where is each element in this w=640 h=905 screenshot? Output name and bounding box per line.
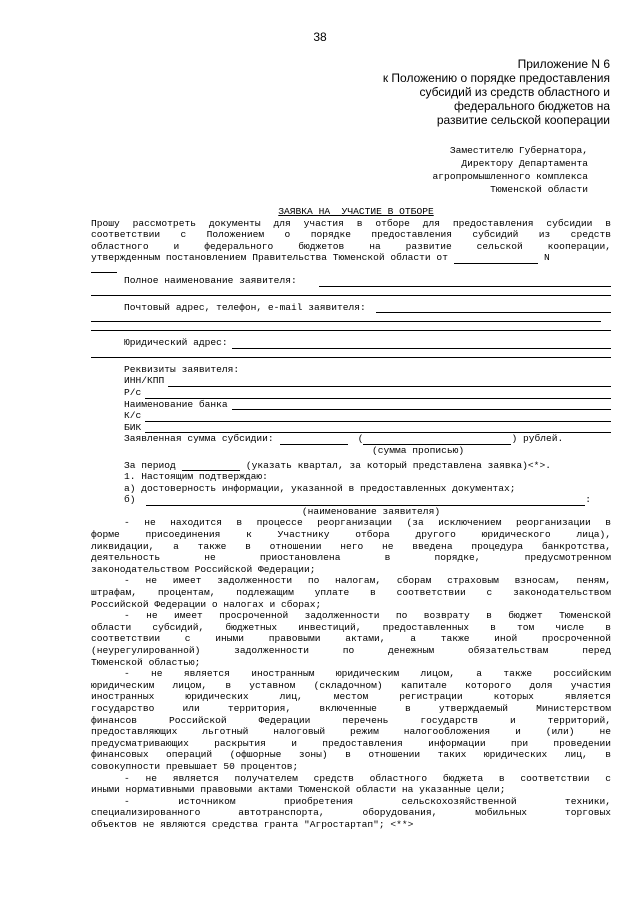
period-note: (указать квартал, за который представлена заявка)<*>. (245, 459, 551, 471)
application-body (91, 206, 611, 831)
rs-label: Р/с (124, 386, 142, 398)
condition-line: иностранных юридических лиц, местом регистрации которых является (91, 691, 611, 703)
condition-line: предусматривающих раскрытия и предоставления информации при проведении (91, 737, 611, 749)
ks-row (91, 410, 611, 422)
appendix-line: федерального бюджетов на (454, 99, 610, 113)
condition-item (91, 668, 611, 772)
amount-paren-open: ( (357, 433, 364, 445)
condition-line: - не находится в процессе реорганизации (за исключением реорганизации в (124, 517, 611, 529)
confirm-item-a: а) достоверность информации, указанной в предоставленных документах; (124, 482, 516, 494)
appendix-line: к Положению о порядке предоставления (382, 71, 610, 85)
condition-line: деятельность не приостановлена в порядке, предусмотренном (91, 552, 611, 564)
bik-row (91, 422, 611, 434)
condition-line: объектов не являются средства гранта "Агростартап"; <**> (91, 818, 414, 830)
postal-address-label: Почтовый адрес, телефон, e-mail заявителя: (124, 301, 366, 313)
legal-address-field[interactable] (232, 339, 611, 349)
period-row (91, 460, 611, 472)
rs-field[interactable] (145, 389, 611, 399)
condition-line: - не имеет просроченной задолженности по возврату в бюджет Тюменской (124, 610, 611, 622)
bank-name-field[interactable] (232, 400, 611, 410)
addressee-line: Тюменской области (490, 184, 588, 195)
confirm-item-b-label: б) (124, 494, 136, 506)
inn-kpp-field[interactable] (168, 377, 611, 387)
condition-line: - источником приобретения сельскохозяйственной техники, (124, 795, 611, 807)
intro-line: областного и федерального бюджетов на развитие сельской кооперации, (91, 240, 611, 252)
confirm-item-b-row (91, 494, 611, 506)
addressee-line: Директору Департамента (461, 158, 588, 169)
decree-number-label: N (543, 252, 550, 264)
bank-name-row (91, 399, 611, 411)
amount-words-caption: (сумма прописью) (372, 444, 465, 456)
condition-item (91, 773, 611, 796)
addressee-line: Заместителю Губернатора, (449, 145, 588, 156)
appendix-line: субсидий из средств областного и (419, 85, 610, 99)
condition-line: совокупности превышает 50 процентов; (91, 760, 299, 772)
document-title: ЗАЯВКА НА УЧАСТИЕ В ОТБОРЕ (278, 206, 434, 217)
requisites-heading: Реквизиты заявителя: (124, 363, 240, 375)
inn-kpp-label: ИНН/КПП (124, 375, 165, 387)
decree-date-blank[interactable] (454, 254, 538, 264)
legal-address-field-cont[interactable] (91, 349, 611, 358)
amount-suffix: ) рублей. (511, 433, 564, 445)
condition-item (91, 796, 611, 831)
applicant-name-field[interactable] (319, 277, 611, 287)
inn-kpp-row (91, 375, 611, 387)
applicant-name-blank[interactable] (146, 496, 586, 506)
condition-line: (неурегулированной) задолженности по денежным обязательствам перед (91, 645, 611, 656)
amount-row (91, 433, 611, 445)
condition-line: ликвидации, а также в отношении него не введена процедура банкротства, (91, 540, 611, 552)
applicant-name-row (91, 275, 611, 287)
amount-words-field[interactable] (363, 435, 511, 445)
intro-line: Прошу рассмотреть документы для участия в отборе для предоставления субсидии в (91, 217, 611, 229)
postal-address-row (91, 302, 611, 314)
condition-line: финансов Российской Федерации перечень государств и территорий, (91, 714, 611, 726)
condition-item (91, 575, 611, 610)
condition-line: юридическим лицом, в уставном (складочном) капитале которого доля участия (91, 679, 611, 691)
conditions-list (91, 517, 611, 830)
condition-line: - не имеет задолженности по налогам, сборам страховым взносам, пеням, (124, 575, 611, 587)
appendix-line: развитие сельской кооперации (436, 113, 610, 127)
period-label: За период (124, 459, 176, 471)
condition-line: специализированного автотранспорта, оборудования, мобильных торговых (91, 807, 611, 819)
condition-line: финансовых операций (офшорные зоны) в отношении таких юридических лиц, в (91, 749, 611, 761)
condition-line: - не является получателем средств областного бюджета в соответствии с (124, 772, 611, 784)
legal-address-row (91, 337, 611, 349)
condition-line: области субсидий, бюджетных инвестиций, предоставленных в том числе в (91, 621, 611, 633)
condition-line: предоставляющих льготный налоговый режим налогообложения и (или) не (91, 726, 611, 738)
condition-item (91, 610, 611, 668)
bik-label: БИК (124, 421, 142, 433)
postal-address-field-cont[interactable] (91, 322, 611, 331)
applicant-name-caption: (наименование заявителя) (301, 505, 441, 517)
applicant-name-field-cont[interactable] (91, 287, 611, 296)
ks-field[interactable] (145, 412, 611, 422)
intro-last-line (91, 252, 611, 264)
addressee-block (433, 144, 588, 196)
page-number: 38 (313, 30, 327, 44)
confirm-item-b-colon: : (585, 494, 591, 506)
condition-line: - не является иностранным юридическим лицом, а также российским (124, 668, 611, 680)
appendix-header (350, 57, 610, 127)
condition-line: государство или территория, включенные в утверждаемый Министерством (91, 702, 611, 714)
condition-line: иными нормативными правовыми актами Тюменской области на указанные цели; (91, 784, 506, 796)
legal-address-label: Юридический адрес: (124, 337, 228, 349)
condition-item (91, 517, 611, 575)
amount-field[interactable] (280, 435, 348, 445)
applicant-name-label: Полное наименование заявителя: (124, 274, 297, 286)
intro-line: соответствии с Положением о порядке предоставления субсидий из средств (91, 229, 611, 241)
condition-line: Тюменской областью; (91, 656, 201, 668)
amount-label: Заявленная сумма субсидии: (124, 433, 274, 445)
condition-line: штрафам, процентам, подлежащим уплате в соответствии с законодательством (91, 587, 611, 599)
decree-number-blank[interactable] (91, 264, 117, 273)
confirm-heading: 1. Настоящим подтверждаю: (124, 471, 268, 483)
postal-address-field[interactable] (376, 303, 611, 313)
condition-line: соответствии с иными правовыми актами, а также иной просроченной (91, 633, 611, 645)
addressee-line: агропромышленного комплекса (432, 171, 588, 182)
bik-field[interactable] (145, 423, 611, 433)
intro-decree-text: утвержденным постановлением Правительства Тюменской области от (91, 252, 448, 264)
period-field[interactable] (182, 461, 240, 471)
appendix-line: Приложение N 6 (517, 57, 610, 71)
condition-line: законодательством Российской Федерации; (91, 563, 316, 575)
ks-label: К/с (124, 410, 142, 422)
postal-address-field-cont[interactable] (91, 313, 601, 322)
condition-line: Российской Федерации о налогах и сборах; (91, 598, 322, 610)
condition-line: форме присоединения к Участнику отбора другого юридического лица), (91, 529, 611, 541)
bank-name-label: Наименование банка (124, 398, 228, 410)
rs-row (91, 387, 611, 399)
